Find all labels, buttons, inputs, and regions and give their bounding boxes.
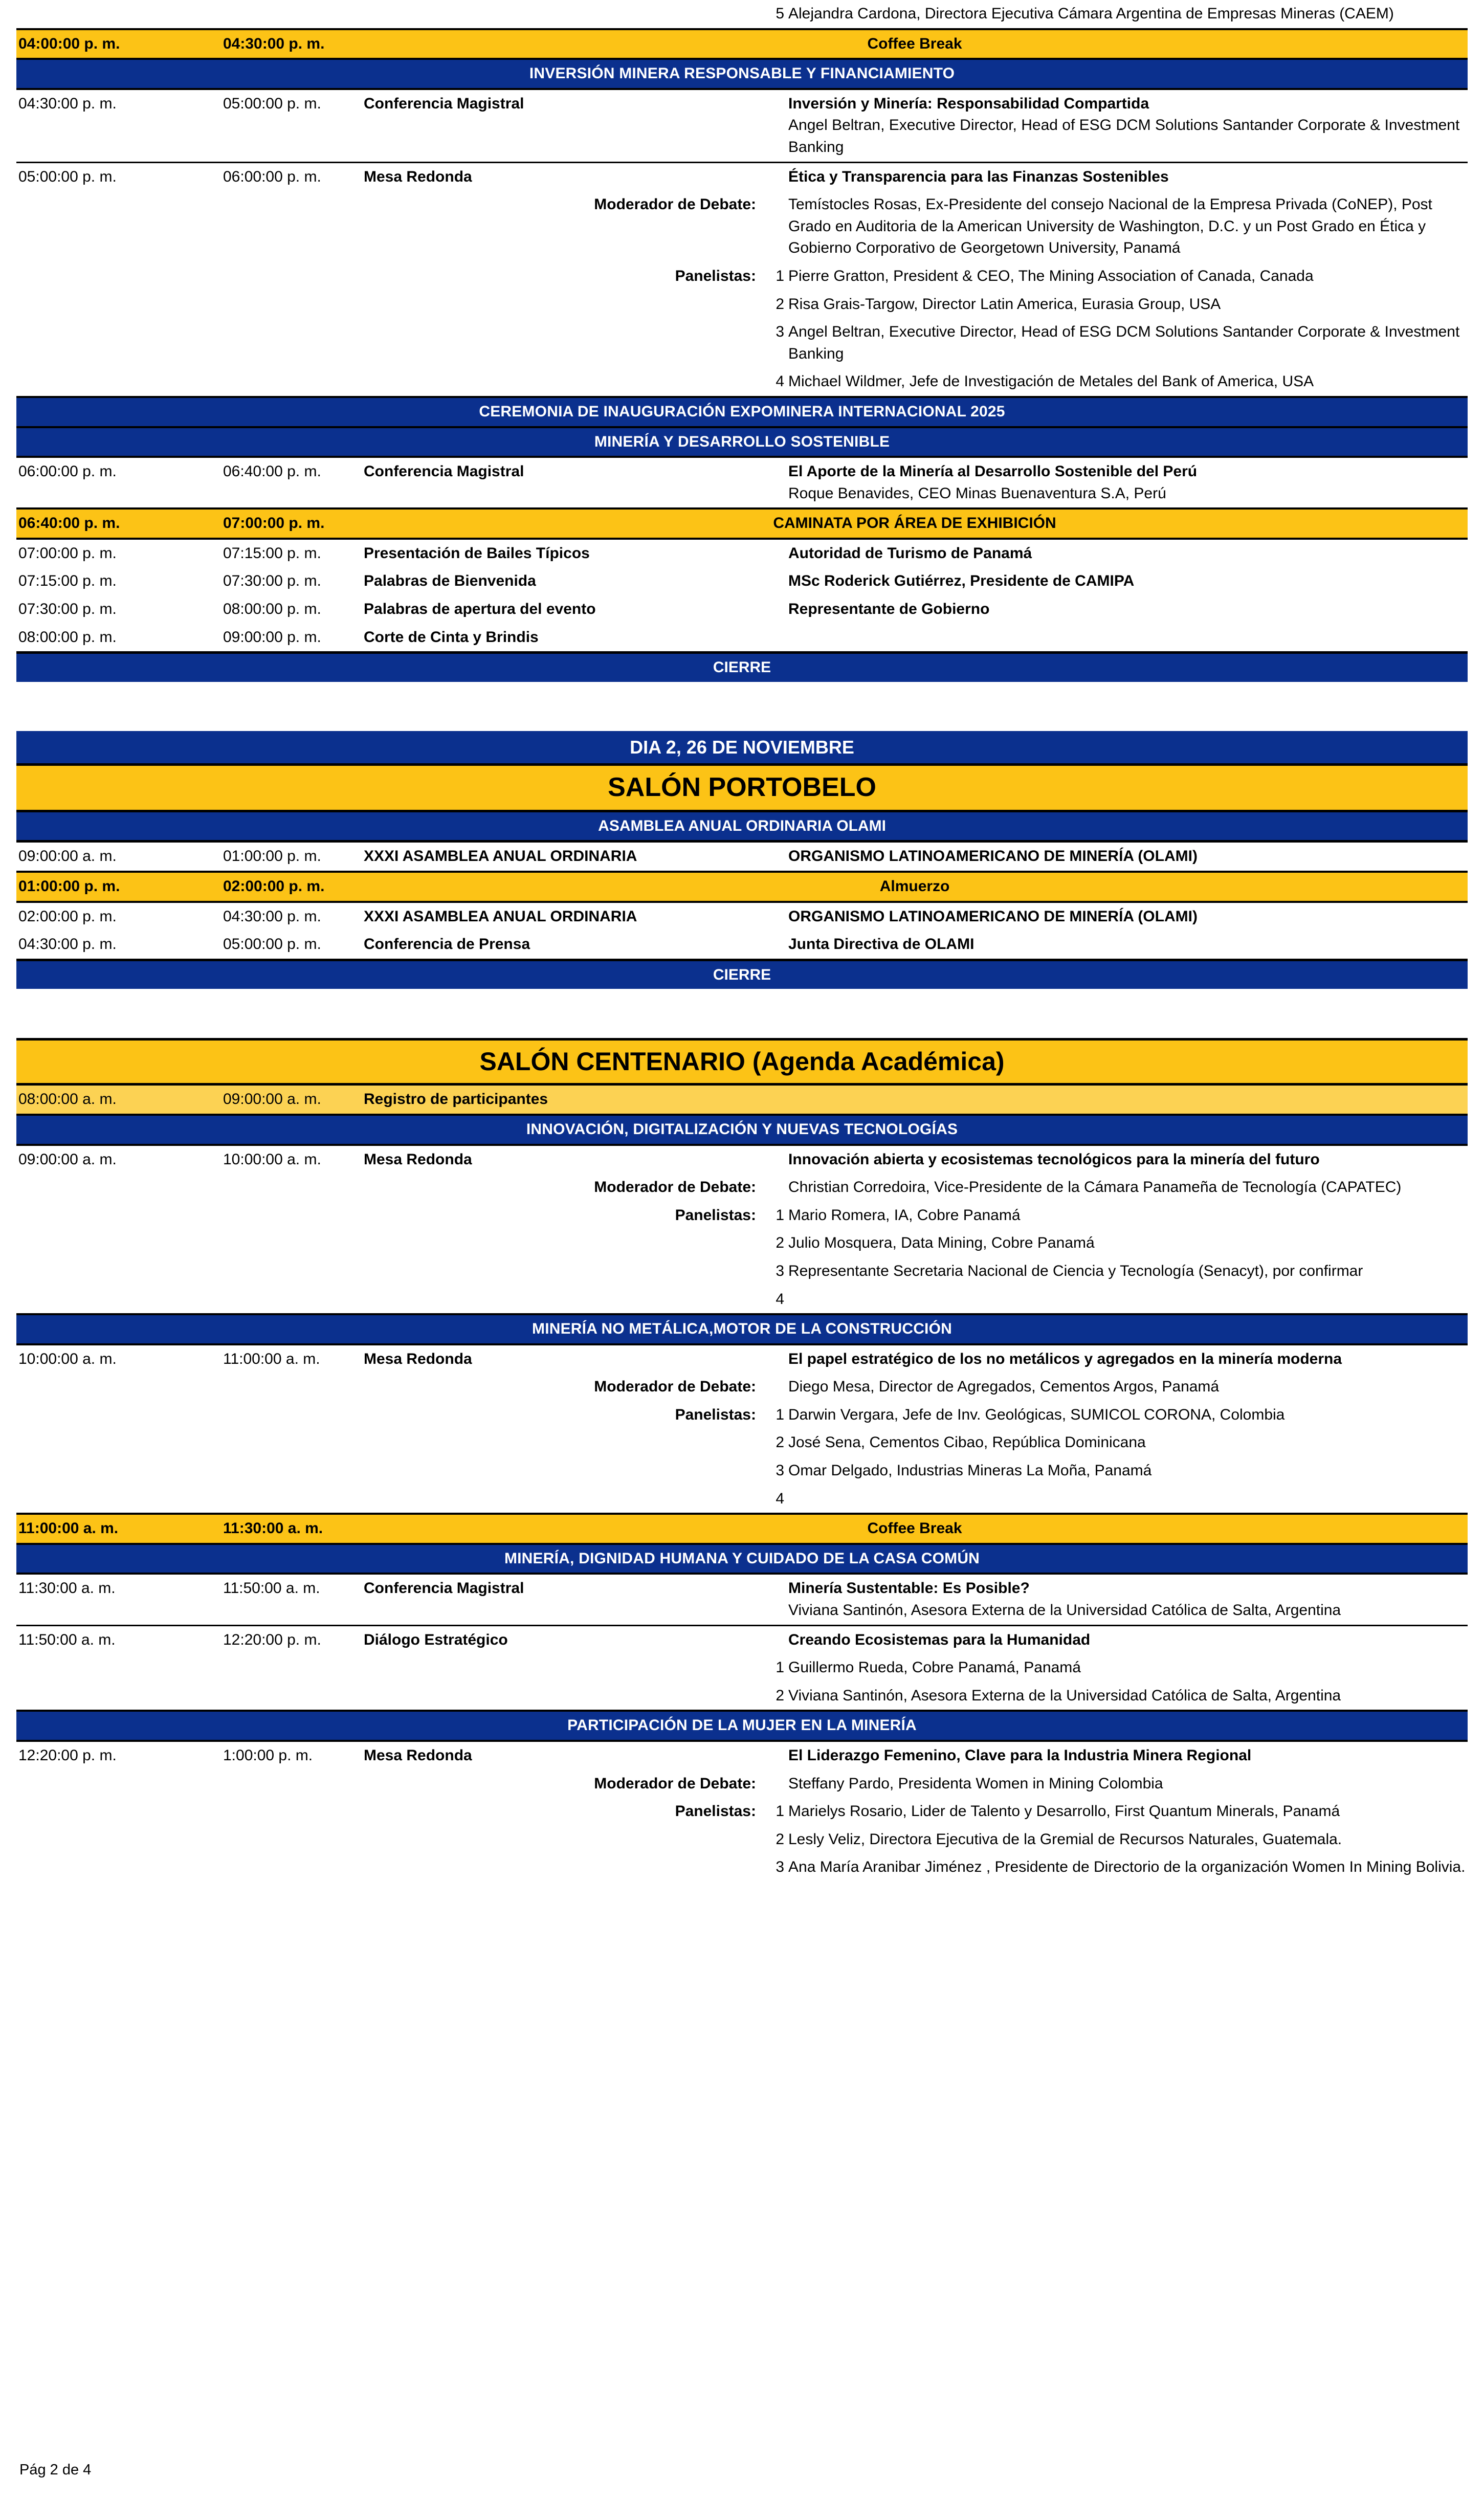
hall-title: SALÓN PORTOBELO	[16, 764, 1468, 811]
panelist-row	[16, 1429, 1468, 1457]
section-banner-asamblea	[16, 811, 1468, 842]
table-row	[16, 457, 1468, 508]
panelist-number	[758, 191, 786, 262]
spacer-cell	[221, 1826, 362, 1854]
row-activity-type: Conferencia de Prensa	[364, 936, 530, 953]
spacer-cell	[16, 1798, 221, 1826]
spacer-cell	[16, 1485, 221, 1514]
row-end-time: 08:00:00 p. m.	[223, 601, 321, 618]
spacer-cell	[221, 1457, 362, 1485]
panelist-number	[758, 162, 786, 191]
row-activity-type: Conferencia Magistral	[364, 95, 524, 112]
panelist-number: 1	[776, 1206, 784, 1224]
spacer-cell	[16, 1770, 221, 1798]
panelist-name: Pierre Gratton, President & CEO, The Mining Association of Canada, Canada	[788, 267, 1314, 284]
row-start-time: 04:30:00 p. m.	[18, 936, 117, 953]
cierre-label: CIERRE	[16, 653, 1468, 682]
panelist-number: 3	[776, 1262, 784, 1279]
panelist-number: 2	[776, 1687, 784, 1704]
spacer-cell	[221, 1257, 362, 1286]
spacer-cell	[16, 191, 221, 262]
spacer-cell	[16, 1229, 221, 1257]
spacer-cell	[16, 1457, 221, 1485]
panelist-name: Viviana Santinón, Asesora Externa de la Universidad Católica de Salta, Argentina	[788, 1687, 1341, 1704]
session-title: Ética y Transparencia para las Finanzas Sostenibles	[788, 168, 1169, 185]
row-start-time: 06:40:00 p. m.	[16, 508, 221, 539]
coffee-title: Coffee Break	[362, 29, 1468, 59]
row-start-time: 05:00:00 p. m.	[18, 168, 117, 185]
section-title: INVERSIÓN MINERA RESPONSABLE Y FINANCIAMIENTO	[16, 59, 1468, 89]
section-title: CEREMONIA DE INAUGURACIÓN EXPOMINERA INTERNACIONAL 2025	[16, 397, 1468, 427]
spacer-cell	[362, 318, 758, 368]
spacer-cell	[362, 291, 758, 319]
spacer-cell	[16, 1286, 221, 1315]
row-detail: Representante de Gobierno	[788, 601, 990, 618]
spacer-cell	[221, 1373, 362, 1401]
table-row	[16, 1741, 1468, 1770]
hall-banner-portobelo	[16, 764, 1468, 811]
row-start-time: 09:00:00 a. m.	[18, 848, 117, 865]
row-end-time: 11:00:00 a. m.	[223, 1350, 320, 1367]
section-banner-ceremonia	[16, 397, 1468, 427]
row-session-title	[786, 89, 1468, 162]
row-activity-type: Mesa Redonda	[364, 1350, 472, 1367]
panelist-row	[16, 1229, 1468, 1257]
row-start-time: 11:50:00 a. m.	[18, 1631, 116, 1648]
coffee-end-time: 04:30:00 p. m.	[221, 29, 362, 59]
spacer-cell	[221, 1654, 362, 1682]
row-activity-type: Diálogo Estratégico	[364, 1631, 508, 1648]
spacer-cell	[16, 1373, 221, 1401]
panelist-row	[16, 368, 1468, 397]
table-row	[16, 162, 1468, 191]
panelist-name: Julio Mosquera, Data Mining, Cobre Panamá	[788, 1234, 1095, 1252]
panelist-name: Lesly Veliz, Directora Ejecutiva de la Gremial de Recursos Naturales, Guatemala.	[788, 1830, 1342, 1848]
panelist-number: 2	[776, 1434, 784, 1451]
hall-banner-centenario	[16, 1039, 1468, 1085]
cierre-label: CIERRE	[16, 960, 1468, 989]
table-row	[16, 931, 1468, 960]
moderator-label: Moderador de Debate:	[594, 196, 756, 213]
almuerzo-end-time: 02:00:00 p. m.	[221, 872, 362, 902]
panelist-row	[16, 1682, 1468, 1711]
spacer-cell	[16, 1174, 221, 1202]
day2-portobelo-table	[16, 731, 1468, 989]
row-activity-type: Palabras de apertura del evento	[364, 601, 596, 618]
panelist-number	[758, 1625, 786, 1654]
moderator-row	[16, 1174, 1468, 1202]
section-title: INNOVACIÓN, DIGITALIZACIÓN Y NUEVAS TECNOLOGÍAS	[16, 1115, 1468, 1145]
row-end-time	[221, 0, 362, 29]
row-detail: Autoridad de Turismo de Panamá	[788, 544, 1032, 562]
spacer-cell	[362, 1457, 758, 1485]
panelist-row	[16, 1485, 1468, 1514]
cierre-banner-day2	[16, 960, 1468, 989]
section-banner-dignidad	[16, 1544, 1468, 1574]
page-footer: Pág 2 de 4	[19, 2462, 92, 2478]
spacer-cell	[362, 368, 758, 397]
panelist-row	[16, 262, 1468, 291]
row-end-time: 09:00:00 p. m.	[223, 628, 321, 646]
table-row	[16, 539, 1468, 568]
section-title: MINERÍA Y DESARROLLO SOSTENIBLE	[16, 427, 1468, 457]
panelist-row	[16, 1798, 1468, 1826]
row-detail: ORGANISMO LATINOAMERICANO DE MINERÍA (OLAMI)	[788, 848, 1198, 865]
moderator-label: Moderador de Debate:	[594, 1775, 756, 1792]
spacer-cell	[221, 1682, 362, 1711]
panelist-row	[16, 1401, 1468, 1429]
coffee-end-time: 11:30:00 a. m.	[221, 1514, 362, 1544]
spacer-cell	[16, 1682, 221, 1711]
row-activity-type	[362, 0, 758, 29]
row-end-time: 06:00:00 p. m.	[223, 168, 321, 185]
moderator-name: Diego Mesa, Director de Agregados, Cementos Argos, Panamá	[788, 1378, 1220, 1396]
row-end-time: 04:30:00 p. m.	[223, 908, 321, 925]
row-session-title	[786, 457, 1468, 508]
spacer-cell	[16, 291, 221, 319]
spacer-cell	[221, 1429, 362, 1457]
spacer-cell	[221, 1770, 362, 1798]
row-detail: Junta Directiva de OLAMI	[788, 936, 974, 953]
panelists-label: Panelistas:	[675, 1803, 756, 1820]
panelist-number	[758, 1344, 786, 1374]
day-title: DIA 2, 26 DE NOVIEMBRE	[16, 731, 1468, 765]
row-activity-type: Conferencia Magistral	[364, 1580, 524, 1597]
row-start-time: 07:15:00 p. m.	[18, 572, 117, 590]
table-row	[16, 89, 1468, 162]
section-title: MINERÍA, DIGNIDAD HUMANA Y CUIDADO DE LA CASA COMÚN	[16, 1544, 1468, 1574]
coffee-break-row	[16, 1514, 1468, 1544]
panelist-number: 1	[776, 267, 784, 284]
panelist-number	[758, 1741, 786, 1770]
spacer-cell	[16, 1202, 221, 1230]
table-row	[16, 1574, 1468, 1625]
session-title: Minería Sustentable: Es Posible?	[788, 1580, 1030, 1597]
section-banner-innovacion	[16, 1115, 1468, 1145]
row-start-time: 07:30:00 p. m.	[18, 601, 117, 618]
panelist-name: Alejandra Cardona, Directora Ejecutiva Cámara Argentina de Empresas Mineras (CAEM)	[788, 5, 1394, 22]
panelist-number	[758, 539, 786, 568]
table-row	[16, 0, 1468, 29]
row-start-time: 04:30:00 p. m.	[18, 95, 117, 112]
row-start-time	[16, 0, 221, 29]
panelist-number: 1	[776, 1803, 784, 1820]
row-end-time: 06:40:00 p. m.	[223, 463, 321, 480]
spacer-cell	[221, 262, 362, 291]
row-start-time: 10:00:00 a. m.	[18, 1350, 117, 1367]
panelist-row	[16, 1202, 1468, 1230]
panelist-number	[758, 457, 786, 508]
spacer-cell	[362, 1286, 758, 1315]
panelist-row	[16, 1286, 1468, 1315]
panelist-row	[16, 1826, 1468, 1854]
spacer-cell	[221, 318, 362, 368]
panelist-number: 5	[776, 5, 784, 22]
almuerzo-row	[16, 872, 1468, 902]
panelist-row	[16, 1654, 1468, 1682]
caminata-row	[16, 508, 1468, 539]
panelist-number: 3	[776, 1462, 784, 1479]
panelist-number	[758, 1770, 786, 1798]
spacer-cell	[16, 1826, 221, 1854]
moderator-name: Steffany Pardo, Presidenta Women in Mining Colombia	[788, 1775, 1163, 1792]
table-row	[16, 567, 1468, 595]
spacer-cell	[16, 318, 221, 368]
row-end-time: 1:00:00 p. m.	[223, 1747, 313, 1764]
panelists-label: Panelistas:	[675, 1206, 756, 1224]
session-title: El papel estratégico de los no metálicos y agregados en la minería moderna	[788, 1350, 1342, 1367]
spacer-cell	[362, 1229, 758, 1257]
panelist-row	[16, 1457, 1468, 1485]
almuerzo-start-time: 01:00:00 p. m.	[16, 872, 221, 902]
panelist-number	[758, 624, 786, 653]
row-end-time: 05:00:00 p. m.	[223, 95, 321, 112]
row-start-time: 06:00:00 p. m.	[18, 463, 117, 480]
coffee-title: Coffee Break	[362, 1514, 1468, 1544]
spacer-cell	[362, 1853, 758, 1882]
spacer-cell	[16, 262, 221, 291]
spacer-cell	[362, 1429, 758, 1457]
spacer-cell	[16, 1853, 221, 1882]
panelist-name: José Sena, Cementos Cibao, República Dominicana	[788, 1434, 1146, 1451]
panelist-name: Representante Secretaria Nacional de Ciencia y Tecnología (Senacyt), por confirmar	[788, 1262, 1363, 1279]
panelist-number: 3	[776, 323, 784, 341]
session-title: Innovación abierta y ecosistemas tecnológicos para la minería del futuro	[788, 1151, 1320, 1168]
registro-row	[16, 1085, 1468, 1115]
row-start-time: 02:00:00 p. m.	[18, 908, 117, 925]
moderator-label: Moderador de Debate:	[594, 1179, 756, 1196]
row-detail: MSc Roderick Gutiérrez, Presidente de CAMIPA	[788, 572, 1135, 590]
section-banner-inversion	[16, 59, 1468, 89]
row-end-time: 11:50:00 a. m.	[223, 1580, 320, 1597]
centenario-table	[16, 1038, 1468, 1882]
caminata-title: CAMINATA POR ÁREA DE EXHIBICIÓN	[362, 508, 1468, 539]
table-row	[16, 1145, 1468, 1174]
row-detail	[786, 624, 1468, 653]
row-activity-type: Presentación de Bailes Típicos	[364, 544, 590, 562]
panelist-row	[16, 291, 1468, 319]
panelist-number: 1	[776, 1659, 784, 1676]
panelist-number: 2	[776, 1830, 784, 1848]
coffee-start-time: 04:00:00 p. m.	[16, 29, 221, 59]
spacer-cell	[362, 1654, 758, 1682]
row-end-time: 07:15:00 p. m.	[223, 544, 321, 562]
section-title: ASAMBLEA ANUAL ORDINARIA OLAMI	[16, 811, 1468, 842]
spacer-cell	[16, 1654, 221, 1682]
spacer-cell	[221, 291, 362, 319]
spacer-cell	[221, 1853, 362, 1882]
moderator-label: Moderador de Debate:	[594, 1378, 756, 1396]
row-start-time: 11:30:00 a. m.	[18, 1580, 116, 1597]
spacer-cell	[221, 368, 362, 397]
panelist-name: Risa Grais-Targow, Director Latin America, Eurasia Group, USA	[788, 295, 1221, 313]
panelist-number	[758, 1174, 786, 1202]
row-end-time: 10:00:00 a. m.	[223, 1151, 321, 1168]
row-end-time: 07:00:00 p. m.	[221, 508, 362, 539]
panelist-number	[758, 1373, 786, 1401]
row-activity-type: Mesa Redonda	[364, 1151, 472, 1168]
session-speaker: Viviana Santinón, Asesora Externa de la Universidad Católica de Salta, Argentina	[788, 1602, 1341, 1619]
spacer-cell	[16, 1401, 221, 1429]
section-banner-mineria-desarrollo	[16, 427, 1468, 457]
moderator-row	[16, 1770, 1468, 1798]
panelist-number	[758, 931, 786, 960]
coffee-break-row	[16, 29, 1468, 59]
spacer-cell	[362, 1485, 758, 1514]
moderator-name: Temístocles Rosas, Ex-Presidente del consejo Nacional de la Empresa Privada (CoNEP), Post Grado en Auditoria de la American University de Washington, D.C. y un Post Grado en Ética y Gobierno Corporativo de Georgetown University, Panamá	[788, 196, 1432, 257]
row-activity-type: XXXI ASAMBLEA ANUAL ORDINARIA	[364, 848, 637, 865]
panelist-number: 3	[776, 1859, 784, 1876]
panelist-number	[758, 842, 786, 872]
day1-agenda-table	[16, 0, 1468, 682]
session-title: Creando Ecosistemas para la Humanidad	[788, 1631, 1091, 1648]
spacer-cell	[221, 1798, 362, 1826]
row-activity-type: Corte de Cinta y Brindis	[364, 628, 539, 646]
row-activity-type: Mesa Redonda	[364, 168, 472, 185]
section-title: MINERÍA NO METÁLICA,MOTOR DE LA CONSTRUCCIÓN	[16, 1314, 1468, 1344]
registro-end-time: 09:00:00 a. m.	[221, 1085, 362, 1115]
panelist-number	[758, 1145, 786, 1174]
row-start-time: 12:20:00 p. m.	[18, 1747, 117, 1764]
panelist-name: Ana María Aranibar Jiménez , Presidente de Directorio de la organización Women In Mining Bolivia.	[788, 1859, 1466, 1876]
panelist-name	[786, 1286, 1468, 1315]
moderator-row	[16, 1373, 1468, 1401]
registro-label: Registro de participantes	[362, 1085, 1468, 1115]
spacer-cell	[221, 1401, 362, 1429]
panelist-name: Angel Beltran, Executive Director, Head of ESG DCM Solutions Santander Corporate & Investment Banking	[788, 323, 1460, 362]
spacer-cell	[221, 1174, 362, 1202]
table-row	[16, 595, 1468, 624]
spacer-cell	[16, 1257, 221, 1286]
panelist-number: 4	[776, 373, 784, 390]
panelist-name: Marielys Rosario, Lider de Talento y Desarrollo, First Quantum Minerals, Panamá	[788, 1803, 1340, 1820]
spacer-cell	[16, 1429, 221, 1457]
panelist-row	[16, 318, 1468, 368]
moderator-name: Christian Corredoira, Vice-Presidente de la Cámara Panameña de Tecnología (CAPATEC)	[788, 1179, 1402, 1196]
table-row	[16, 1344, 1468, 1374]
panelists-label: Panelistas:	[675, 267, 756, 284]
row-activity-type: Mesa Redonda	[364, 1747, 472, 1764]
row-end-time: 01:00:00 p. m.	[223, 848, 321, 865]
panelists-label: Panelistas:	[675, 1406, 756, 1423]
row-end-time: 05:00:00 p. m.	[223, 936, 321, 953]
spacer-cell	[221, 1229, 362, 1257]
row-session-title	[786, 1574, 1468, 1625]
row-end-time: 12:20:00 p. m.	[223, 1631, 321, 1648]
row-activity-type: Palabras de Bienvenida	[364, 572, 536, 590]
coffee-start-time: 11:00:00 a. m.	[16, 1514, 221, 1544]
panelist-number: 4	[776, 1490, 784, 1507]
session-speaker: Roque Benavides, CEO Minas Buenaventura S.A, Perú	[788, 484, 1166, 502]
moderator-row	[16, 191, 1468, 262]
panelist-number	[758, 1574, 786, 1625]
panelist-number	[758, 567, 786, 595]
panelist-number	[758, 902, 786, 931]
panelist-row	[16, 1257, 1468, 1286]
session-title: El Liderazgo Femenino, Clave para la Industria Minera Regional	[788, 1747, 1252, 1764]
section-title: PARTICIPACIÓN DE LA MUJER EN LA MINERÍA	[16, 1711, 1468, 1741]
session-speaker: Angel Beltran, Executive Director, Head of ESG DCM Solutions Santander Corporate & Investment Banking	[788, 117, 1460, 156]
panelist-number: 4	[776, 1290, 784, 1308]
spacer-cell	[221, 1485, 362, 1514]
hall-title: SALÓN CENTENARIO (Agenda Académica)	[16, 1039, 1468, 1085]
spacer-cell	[221, 191, 362, 262]
spacer-cell	[16, 368, 221, 397]
panelist-number	[758, 595, 786, 624]
panelist-name: Darwin Vergara, Jefe de Inv. Geológicas, SUMICOL CORONA, Colombia	[788, 1406, 1285, 1423]
spacer-cell	[362, 1257, 758, 1286]
day2-banner	[16, 731, 1468, 765]
cierre-banner-day1	[16, 653, 1468, 682]
row-activity-type: XXXI ASAMBLEA ANUAL ORDINARIA	[364, 908, 637, 925]
panelist-number: 2	[776, 295, 784, 313]
spacer-cell	[362, 1826, 758, 1854]
almuerzo-title: Almuerzo	[362, 872, 1468, 902]
session-title: El Aporte de la Minería al Desarrollo Sostenible del Perú	[788, 463, 1198, 480]
panelist-number: 1	[776, 1406, 784, 1423]
table-row	[16, 842, 1468, 872]
panelist-row	[16, 1853, 1468, 1882]
spacer-cell	[221, 1286, 362, 1315]
panelist-number: 2	[776, 1234, 784, 1252]
row-activity-type: Conferencia Magistral	[364, 463, 524, 480]
section-banner-mujer	[16, 1711, 1468, 1741]
row-detail: ORGANISMO LATINOAMERICANO DE MINERÍA (OLAMI)	[788, 908, 1198, 925]
table-row	[16, 624, 1468, 653]
panelist-name: Michael Wildmer, Jefe de Investigación de Metales del Bank of America, USA	[788, 373, 1314, 390]
row-start-time: 09:00:00 a. m.	[18, 1151, 117, 1168]
row-end-time: 07:30:00 p. m.	[223, 572, 321, 590]
table-row	[16, 902, 1468, 931]
panelist-name	[786, 1485, 1468, 1514]
panelist-number	[758, 89, 786, 162]
row-start-time: 07:00:00 p. m.	[18, 544, 117, 562]
panelist-name: Omar Delgado, Industrias Mineras La Moña, Panamá	[788, 1462, 1152, 1479]
table-row	[16, 1625, 1468, 1654]
registro-start-time: 08:00:00 a. m.	[16, 1085, 221, 1115]
panelist-name: Mario Romera, IA, Cobre Panamá	[788, 1206, 1021, 1224]
spacer-cell	[221, 1202, 362, 1230]
spacer-cell	[362, 1682, 758, 1711]
section-banner-no-metalica	[16, 1314, 1468, 1344]
session-title: Inversión y Minería: Responsabilidad Compartida	[788, 95, 1149, 112]
row-start-time: 08:00:00 p. m.	[18, 628, 117, 646]
panelist-name: Guillermo Rueda, Cobre Panamá, Panamá	[788, 1659, 1081, 1676]
